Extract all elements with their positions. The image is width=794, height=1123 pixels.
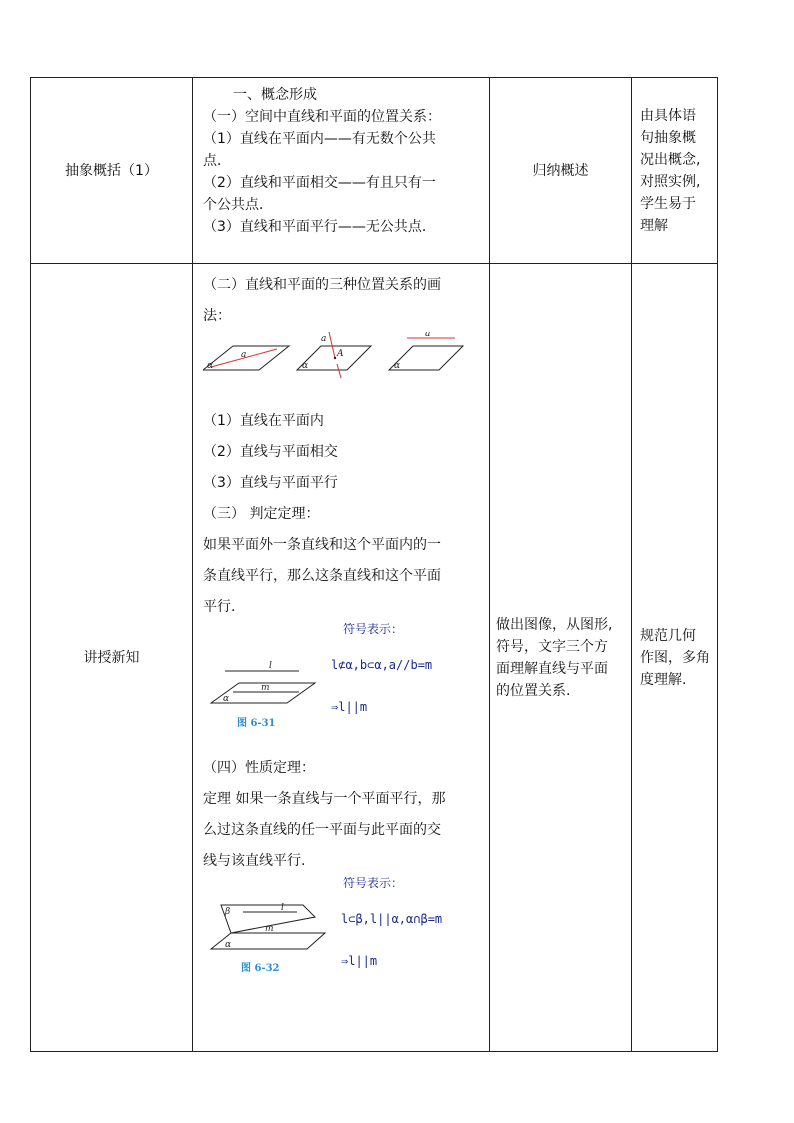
section-heading: 法：	[203, 308, 231, 324]
intent-line: 况出概念,	[640, 151, 701, 168]
section-heading: （三） 判定定理：	[203, 506, 320, 522]
figure-6-32	[203, 877, 483, 985]
student-line: 面理解直线与平面	[496, 660, 608, 677]
intent-line: 规范几何	[640, 627, 696, 644]
table-row	[31, 264, 718, 1052]
section-subheading: （一）空间中直线和平面的位置关系：	[203, 109, 441, 125]
content-line: （1）直线在平面内——有无数个公共	[203, 131, 436, 147]
symbol-line: ⇒l||m	[331, 700, 368, 714]
beta-label: β	[225, 907, 231, 917]
stage-cell	[31, 264, 193, 1052]
symbol-line: l⊄α,b⊂α,a//b=m	[331, 658, 433, 672]
property-line: 线与该直线平行.	[203, 853, 306, 869]
case-line: （1）直线在平面内	[203, 413, 324, 429]
point-label: A	[337, 349, 344, 359]
line-m-label: m	[261, 683, 270, 693]
content-line: （2）直线和平面相交——有且只有一	[203, 175, 436, 191]
intent-line: 度理解.	[640, 671, 687, 688]
design-intent-cell	[632, 78, 718, 264]
line-label: a	[321, 334, 327, 344]
content-cell	[193, 264, 490, 1052]
content-line: 个公共点．	[203, 197, 273, 213]
section-heading: 一、概念形成	[233, 87, 317, 103]
symbol-line: ⇒l||m	[341, 954, 378, 968]
symbol-title: 符号表示：	[343, 623, 404, 636]
figure-caption: 图 6-31	[237, 718, 276, 729]
student-line: 做出图像，从图形,	[496, 616, 613, 633]
content-cell	[193, 78, 490, 264]
intent-line: 作图，多角	[640, 649, 710, 666]
line-m-label: m	[265, 924, 274, 934]
intent-line: 由具体语	[640, 107, 696, 124]
intent-line: 对照实例,	[640, 173, 701, 190]
line-l-label: l	[281, 903, 284, 913]
stage-label: 抽象概括（1）	[65, 162, 158, 179]
alpha-label: α	[225, 940, 232, 950]
case-line: （2）直线与平面相交	[203, 444, 338, 460]
section-heading: （二）直线和平面的三种位置关系的画	[203, 277, 441, 293]
figure-caption: 图 6-32	[241, 963, 280, 974]
symbol-title: 符号表示：	[343, 877, 404, 890]
theorem-line: 条直线平行，那么这条直线和这个平面	[203, 568, 441, 584]
intent-line: 理解	[640, 217, 668, 234]
lesson-table	[30, 77, 718, 1052]
student-activity-text: 归纳概述	[532, 162, 589, 179]
line-l-label: l	[269, 661, 272, 671]
intent-line: 学生易于	[640, 195, 696, 212]
content-line: （3）直线和平面平行——无公共点．	[203, 219, 436, 235]
symbol-line: l⊂β,l||α,α∩β=m	[341, 912, 443, 926]
stage-label: 讲授新知	[83, 649, 140, 666]
figure-6-31	[203, 623, 483, 743]
line-label: a	[425, 332, 431, 339]
case-line: （3）直线与平面平行	[203, 475, 338, 491]
student-activity-cell	[490, 264, 632, 1052]
student-line: 符号，文字三个方	[496, 638, 608, 655]
property-line: 么过这条直线的任一平面与此平面的交	[203, 822, 441, 838]
alpha-label: α	[223, 694, 230, 704]
alpha-label: α	[302, 361, 309, 371]
intent-line: 句抽象概	[640, 129, 696, 146]
student-line: 的位置关系.	[496, 682, 571, 699]
property-line: 定理 如果一条直线与一个平面平行，那	[203, 791, 446, 807]
theorem-line: 如果平面外一条直线和这个平面内的一	[203, 537, 441, 553]
line-label: a	[241, 350, 247, 360]
three-positions-figure	[203, 332, 473, 390]
design-intent-cell	[632, 264, 718, 1052]
alpha-label: α	[394, 361, 401, 371]
table-row	[31, 78, 718, 264]
theorem-line: 平行.	[203, 599, 236, 615]
student-activity-cell	[490, 78, 632, 264]
content-line: 点．	[203, 153, 231, 169]
alpha-label: α	[207, 361, 214, 371]
section-heading: （四）性质定理：	[203, 760, 315, 776]
stage-cell	[31, 78, 193, 264]
